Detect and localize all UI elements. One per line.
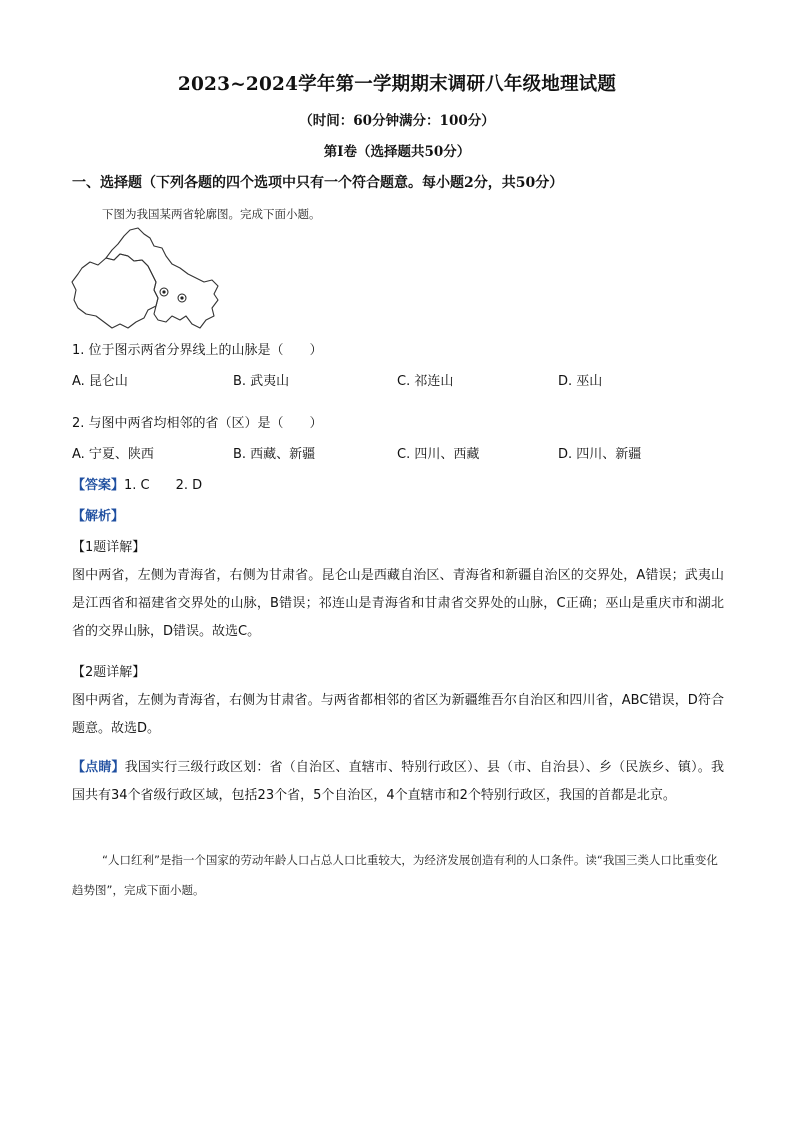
answer-label: 【答案】 [72, 478, 125, 493]
answer-line [72, 474, 202, 493]
q2-option-c: C. 四川、西藏 [397, 447, 480, 462]
next-question-intro: “人口红利”是指一个国家的劳动年龄人口占总人口比重较大，为经济发展创造有利的人口条件。读“我国三类人口比重变化趋势图”，完成下面小题。 [72, 853, 718, 897]
detail-2-heading: 【2题详解】 [72, 665, 146, 680]
question-2-stem: 2. 与图中两省均相邻的省（区）是（ ） [72, 416, 323, 431]
capital-marker [178, 294, 186, 302]
q1-option-d: D. 巫山 [558, 374, 603, 389]
analysis-label: 【解析】 [72, 509, 125, 524]
volume-label: 第Ⅰ卷（选择题共50分） [323, 144, 471, 160]
q2-option-b: B. 西藏、新疆 [233, 447, 316, 462]
tip-paragraph [72, 754, 724, 810]
time-note: （时间：60分钟满分：100分） [299, 113, 495, 129]
q1-option-b: B. 武夷山 [233, 374, 290, 389]
left-province-outline [72, 254, 158, 328]
question-1-stem: 1. 位于图示两省分界线上的山脉是（ ） [72, 343, 323, 358]
capital-marker [160, 288, 168, 296]
detail-1-heading: 【1题详解】 [72, 540, 146, 555]
question-intro: 下图为我国某两省轮廓图。完成下面小题。 [102, 207, 321, 221]
answer-text: 1. C 2. D [124, 478, 203, 493]
exam-title: 2023~2024学年第一学期期末调研八年级地理试题 [177, 74, 617, 95]
q2-option-a: A. 宁夏、陕西 [72, 447, 154, 462]
q2-option-d: D. 四川、新疆 [558, 447, 642, 462]
province-outline-map [68, 224, 220, 334]
q1-option-a: A. 昆仑山 [72, 374, 128, 389]
tip-text: 我国实行三级行政区划：省（自治区、直辖市、特别行政区）、县（市、自治县）、乡（民族乡、镇）。我国共有34个省级行政区域，包括23个省，5个自治区，4个直辖市和2个特别行政区，我国的首都是北京。 [72, 760, 724, 803]
section-heading: 一、选择题（下列各题的四个选项中只有一个符合题意。每小题2分，共50分） [72, 175, 564, 191]
right-province-outline [106, 228, 218, 328]
q1-option-c: C. 祁连山 [397, 374, 454, 389]
tip-label: 【点睛】 [72, 760, 125, 775]
detail-1-text: 图中两省，左侧为青海省，右侧为甘肃省。昆仑山是西藏自治区、青海省和新疆自治区的交界处，A错误；武夷山是江西省和福建省交界处的山脉，B错误；祁连山是青海省和甘肃省交界处的山脉，C正确；巫山是重庆市和湖北省的交界山脉，D错误。故选C。 [72, 568, 724, 639]
detail-2-text: 图中两省，左侧为青海省，右侧为甘肃省。与两省都相邻的省区为新疆维吾尔自治区和四川省，ABC错误，D符合题意。故选D。 [72, 693, 724, 736]
